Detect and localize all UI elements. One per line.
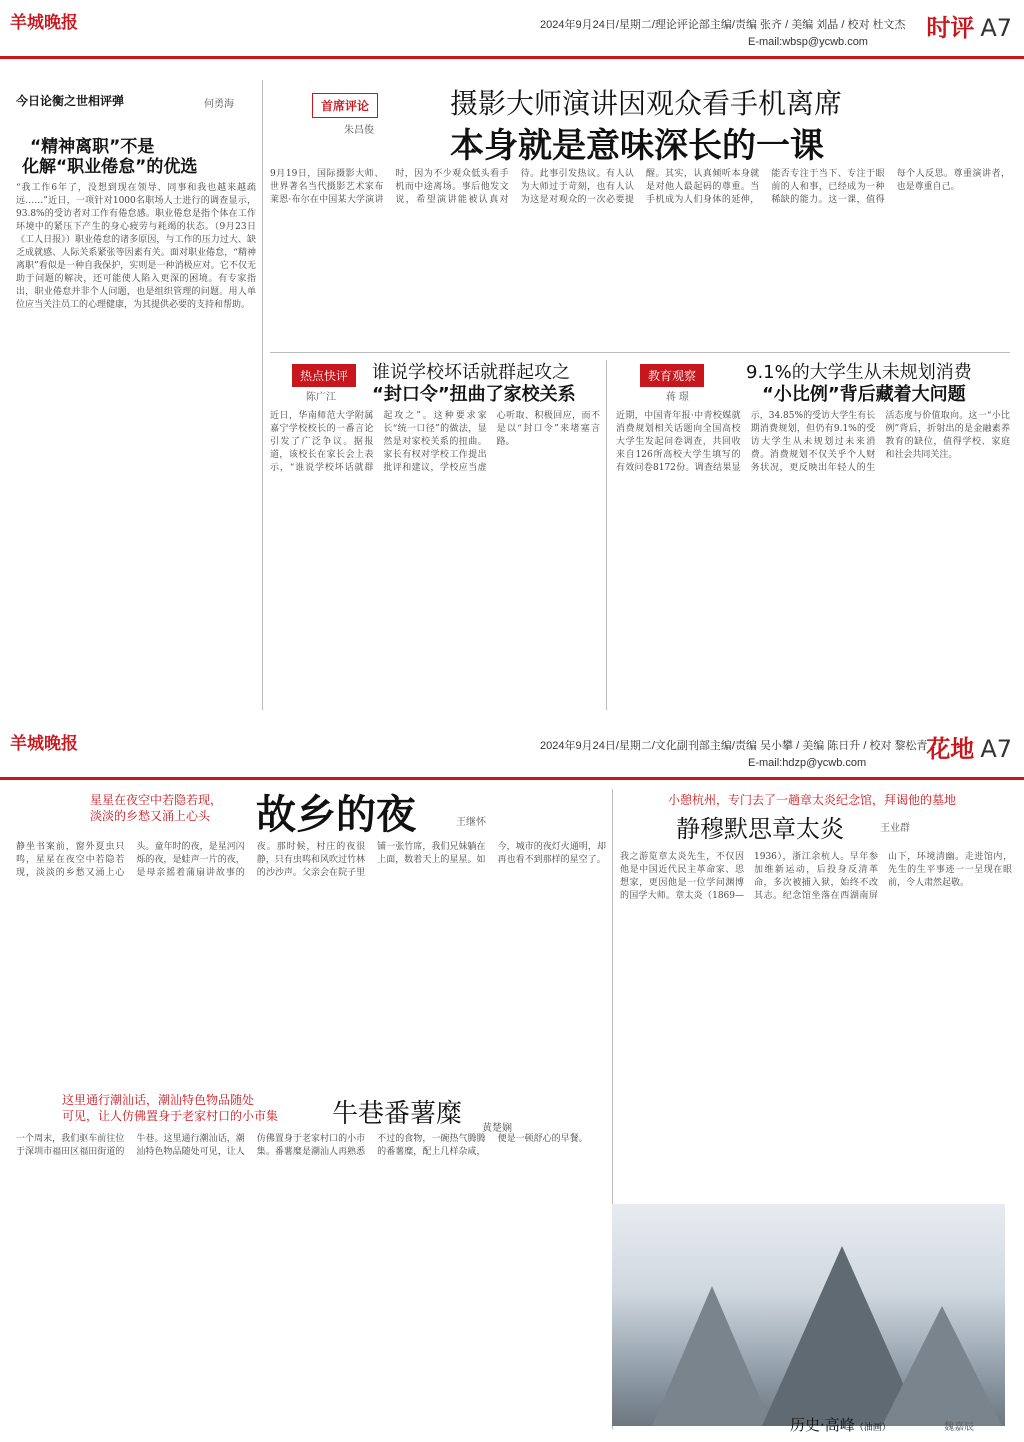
top-email: E-mail:wbsp@ycwb.com <box>748 36 868 48</box>
bottom-mid-body: 一个周末，我们驱车前往位于深圳市福田区福田街道的牛巷。这里通行潮汕话，潮汕特色物品随处可见，让人仿佛置身于老家村口的小市集。番薯糜是潮汕人再熟悉不过的食物，一碗热气腾腾的番薯糜，配上几样杂咸，便是一顿舒心的早餐。 <box>16 1134 588 1157</box>
bottom-mid-kicker-2: 可见，让人仿佛置身于老家村口的小市集 <box>62 1109 279 1123</box>
bottom-section <box>926 729 1012 764</box>
top-main-tag: 首席评论 <box>312 93 378 118</box>
top-rule <box>0 56 1024 59</box>
bottom-right-author: 王业群 <box>880 823 910 834</box>
bottom-mid-author: 黄楚娴 <box>482 1123 512 1134</box>
bottom-left-kicker-1: 星星在夜空中若隐若现， <box>90 793 223 807</box>
bottom-left-body: 静坐书案前，窗外夏虫只鸣，星星在夜空中若隐若现，淡淡的乡愁又涌上心头。童年时的夜，是星河闪烁的夜，是蛙声一片的夜，是母亲摇着蒲扇讲故事的夜。那时候，村庄的夜很静，只有虫鸣和风吹过竹林的沙沙声。父亲会在院子里铺一张竹席，我们兄妹躺在上面，数着天上的星星。如今，城市的夜灯火通明，却再也看不到那样的星空了。 <box>16 842 606 878</box>
top-page-no: A7 <box>980 14 1012 42</box>
bottom-right-title: 静穆默思章太炎 <box>676 815 844 843</box>
bottom-right-kicker: 小憩杭州，专门去了一趟章太炎纪念馆，拜谒他的墓地 <box>668 793 957 807</box>
painting-medium: （油画） <box>854 1423 891 1433</box>
top-section-name: 时评 <box>926 14 975 42</box>
top-hot-tag: 热点快评 <box>292 364 356 387</box>
painting-title <box>790 1414 891 1435</box>
top-main-title-2: 本身就是意味深长的一课 <box>450 126 824 166</box>
top-hot-title-2: “封口令”扭曲了家校关系 <box>372 384 576 405</box>
top-header <box>0 0 1024 64</box>
top-header-line: 2024年9月24日/星期二/理论评论部主编/责编 张齐 / 美编 刘晶 / 校对 杜文杰 <box>540 19 906 31</box>
top-logo: 羊城晚报 <box>10 13 78 33</box>
mountain-shape <box>652 1286 772 1426</box>
top-column-tag: 今日论衡之世相评弹 <box>16 94 125 108</box>
painting-author: 魏嘉辰 <box>944 1422 974 1433</box>
bottom-left-title: 故乡的夜 <box>256 792 416 838</box>
top-main-title-1: 摄影大师演讲因观众看手机离席 <box>450 87 843 120</box>
bottom-email: E-mail:hdzp@ycwb.com <box>748 757 867 769</box>
top-sep-1 <box>262 80 263 710</box>
top-edu-title-1: 9.1%的大学生从未规划消费 <box>746 362 972 383</box>
top-hot-body: 近日，华南师范大学附属嘉宁学校校长的一番言论引发了广泛争议。据报道，该校长在家长会上表示，“谁说学校坏话就群起攻之”。这种要求家长“统一口径”的做法，显然是对家校关系的扭曲。家长有权对学校工作提出批评和建议，学校应当虚心听取、积极回应，而不是以“封口令”来堵塞言路。 <box>270 411 600 473</box>
bottom-left-author: 王继怀 <box>456 817 486 828</box>
bottom-mid-kicker-1: 这里通行潮汕话，潮汕特色物品随处 <box>62 1093 255 1107</box>
top-edu-body: 近期，中国青年报·中青校媒就消费规划相关话题向全国高校大学生发起问卷调查，共回收来自126所高校大学生填写的有效问卷8172份。调查结果显示，34.85%的受访大学生有长期消费规划，但仍有9.1%的受访大学生从未规划过未来消费。消费规划不仅关乎个人财务状况，更反映出年轻人的生活态度与价值取向。这一“小比例”背后，折射出的是金融素养教育的缺位，值得学校、家庭和社会共同关注。 <box>616 411 1010 473</box>
top-sep-2 <box>606 360 607 710</box>
top-main-body: 9月19日，国际摄影大师、世界著名当代摄影艺术家布莱恩·布尔在中国某大学演讲时，因为不少观众低头看手机而中途离场。事后他发文说，希望演讲能被认真对待。此事引发热议。有人认为大师过于苛刻，也有人认为这是对观众的一次必要提醒。其实，认真倾听本身就是对他人最起码的尊重。当手机成为人们身体的延伸，能否专注于当下、专注于眼前的人和事，已经成为一种稀缺的能力。这一课，值得每个人反思。尊重演讲者，也是尊重自己。 <box>270 169 1010 205</box>
top-main-author: 朱昌俊 <box>344 125 374 136</box>
bottom-header <box>0 721 1024 785</box>
top-left-title-1: “精神离职”不是 <box>30 137 155 157</box>
painting-image <box>612 1204 1005 1426</box>
top-edu-author: 蒋 璟 <box>666 392 689 403</box>
bottom-mid-title: 牛巷番薯糜 <box>332 1099 463 1129</box>
top-edu-tag: 教育观察 <box>640 364 704 387</box>
top-hot-author: 陈广江 <box>306 392 336 403</box>
mountain-shape <box>882 1306 1002 1426</box>
bottom-section-name: 花地 <box>926 735 975 763</box>
bottom-rule <box>0 777 1024 780</box>
bottom-right-body: 我之游览章太炎先生，不仅因他是中国近代民主革命家、思想家，更因他是一位学问渊博的国学大师。章太炎（1869—1936），浙江余杭人。早年参加维新运动，后投身反清革命，多次被捕入狱，始终不改其志。纪念馆坐落在西湖南屏山下，环境清幽。走进馆内，先生的生平事迹一一呈现在眼前，令人肃然起敬。 <box>620 852 1012 901</box>
top-hot-title-1: 谁说学校坏话就群起攻之 <box>372 362 570 383</box>
top-edu-title-2: “小比例”背后藏着大问题 <box>762 384 966 405</box>
bottom-header-line: 2024年9月24日/星期二/文化副刊部主编/责编 吴小攀 / 美编 陈日升 / 校对 黎松青 <box>540 740 928 752</box>
top-section <box>926 8 1012 43</box>
top-left-body: “我工作6年了，没想到现在领导、同事和我也越来越疏远……”近日，一项针对1000名职场人士进行的调查显示，93.8%的受访者对工作有倦怠感。职业倦怠是指个体在工作环境中的紧压下产生的身心疲劳与耗竭的状态。（9月23日《工人日报》）职业倦怠的诸多原因，与工作的压力过大、缺乏成就感、人际关系紧张等因素有关。面对职业倦怠，“精神离职”看似是一种自我保护，实则是一种消极应对。它不仅无助于问题的解决，还可能使人陷入更深的困境。有专家指出，职业倦怠并非个人问题，也是组织管理的问题。用人单位应当关注员工的心理健康，为其提供必要的支持和帮助。 <box>16 183 256 310</box>
painting-title-text: 历史·高峰 <box>790 1416 855 1434</box>
top-left-title-2: 化解“职业倦怠”的优选 <box>22 157 198 177</box>
bottom-page-no: A7 <box>980 735 1012 763</box>
bottom-logo: 羊城晚报 <box>10 734 78 754</box>
bottom-left-kicker-2: 淡淡的乡愁又涌上心头 <box>90 809 211 823</box>
top-left-author: 何勇海 <box>204 99 234 110</box>
top-hr <box>270 352 1010 353</box>
